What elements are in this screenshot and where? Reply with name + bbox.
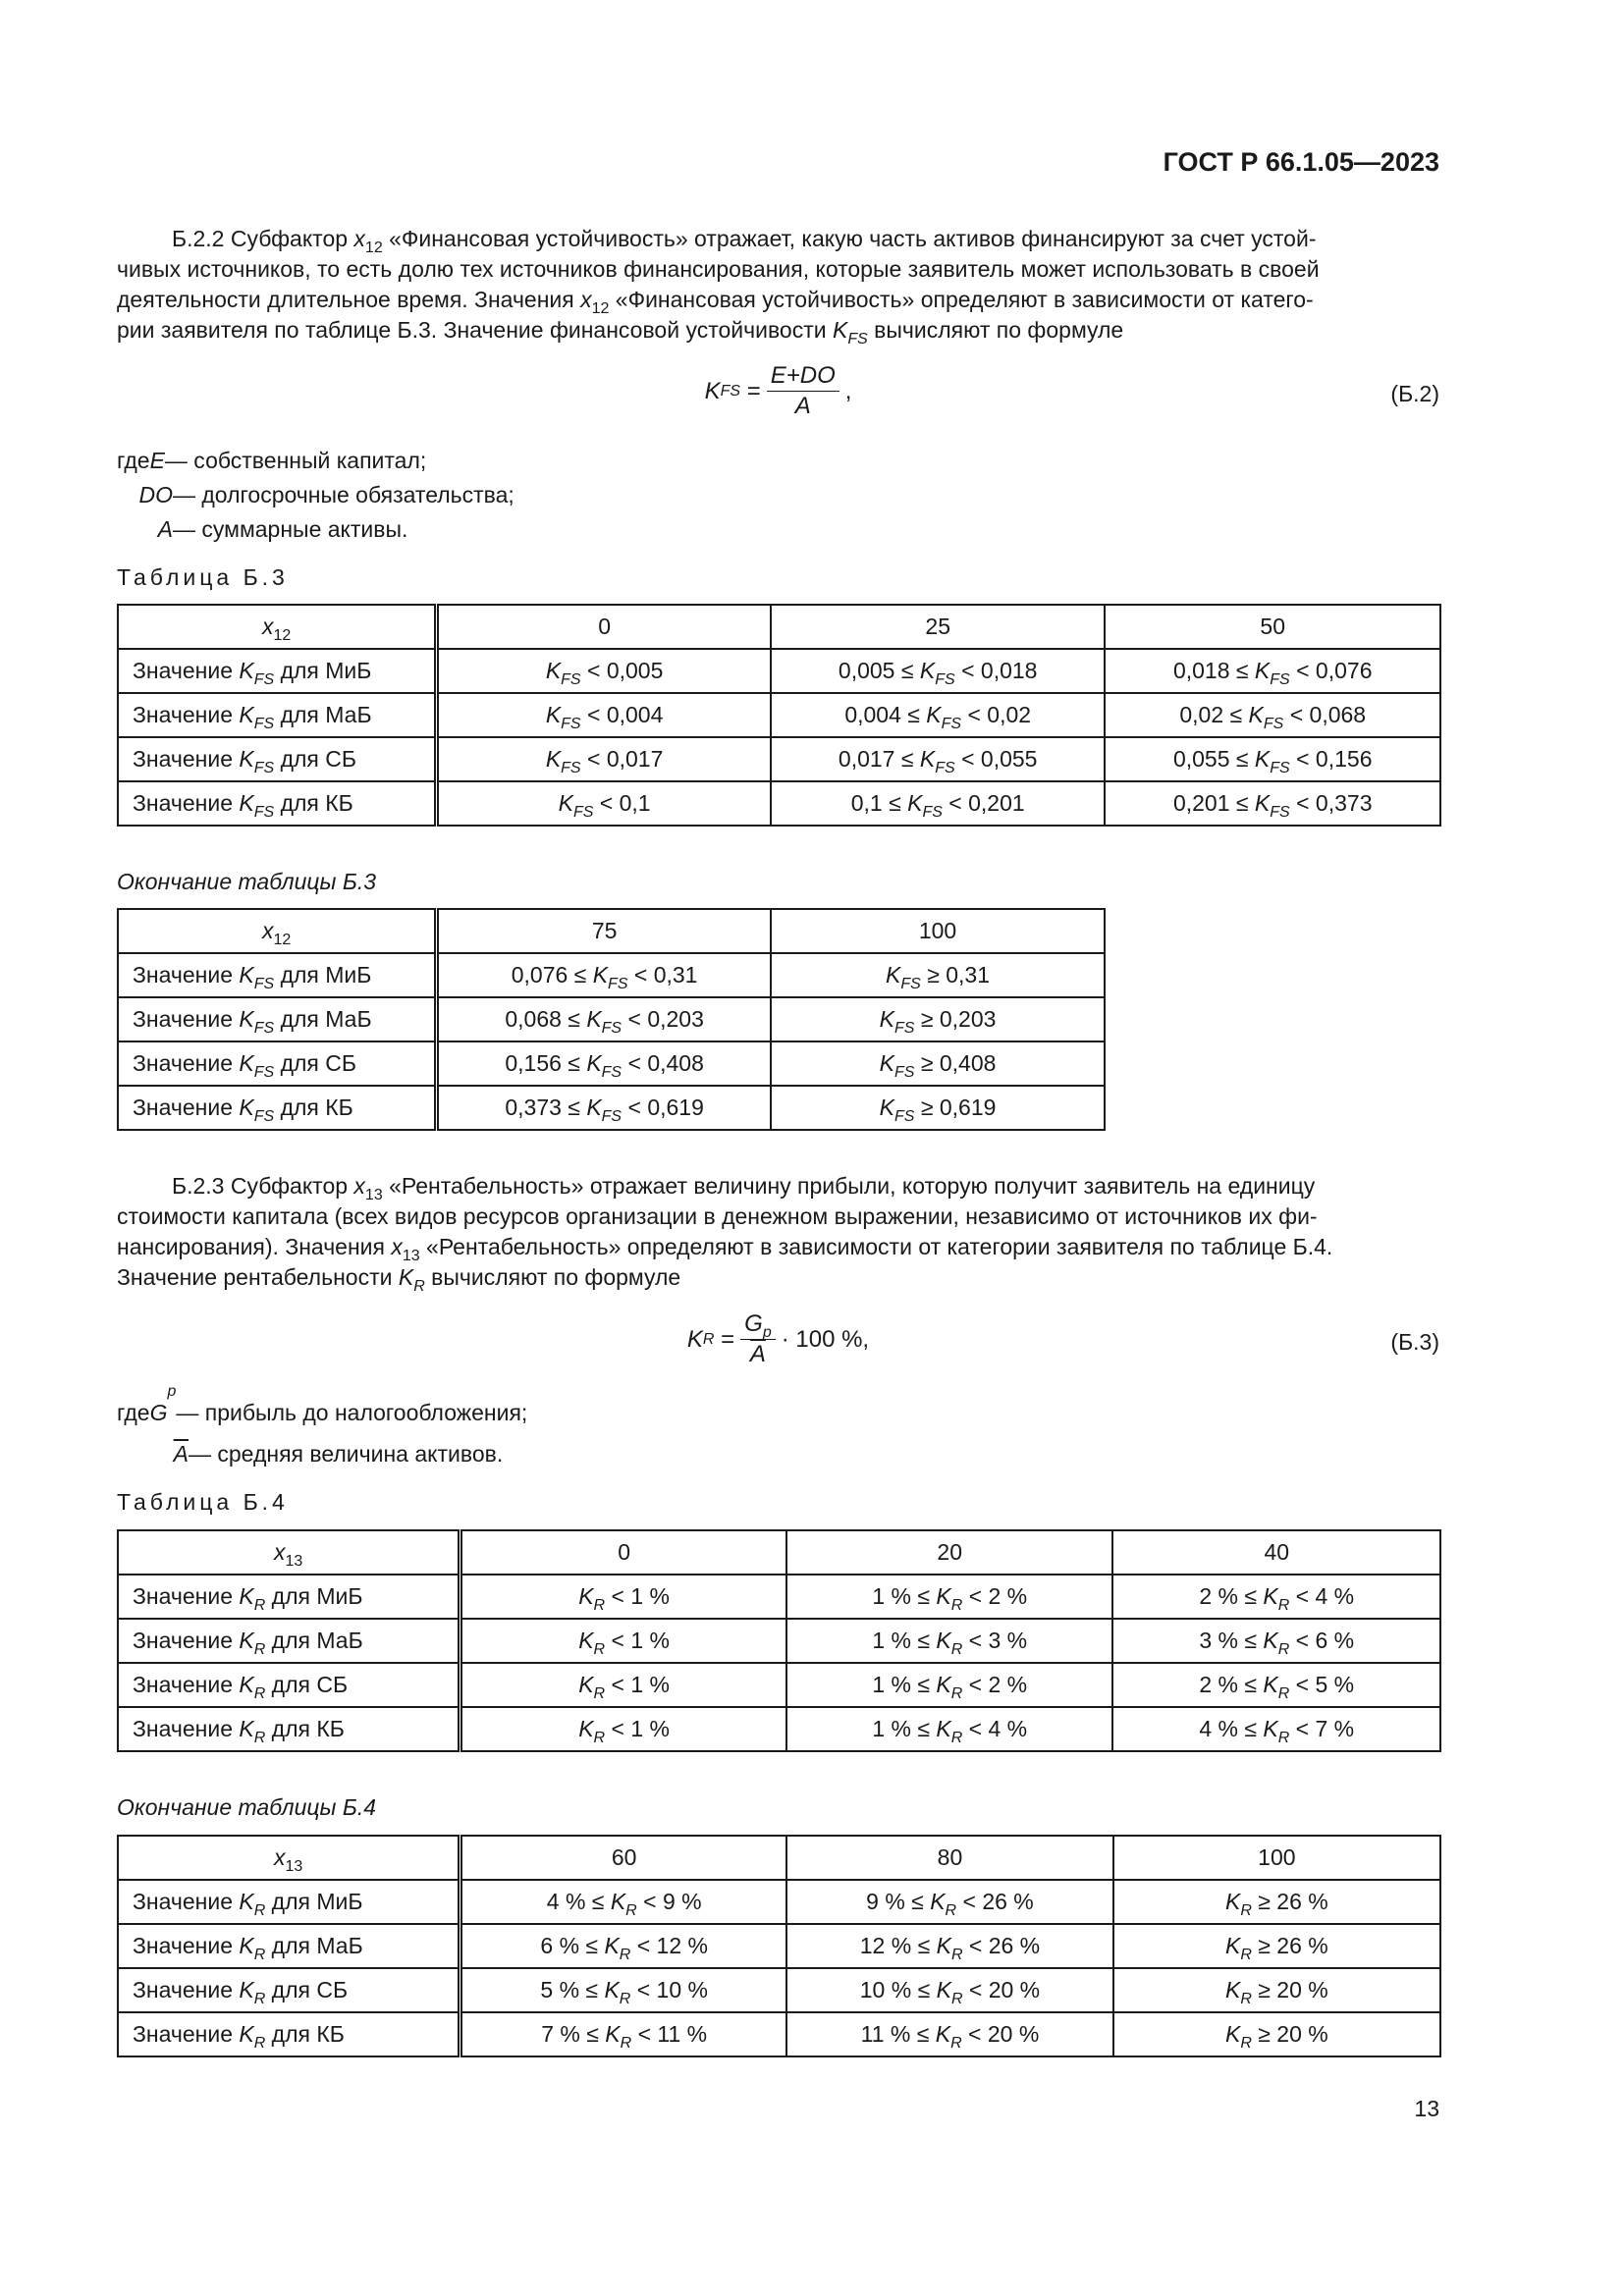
header-cell: $x_{12}$ [118, 909, 437, 953]
table-cell: 1 % ≤ $K_R < 2$ % [786, 1663, 1112, 1707]
table-cell: 10 % ≤ $K_R < 20$ % [786, 1968, 1113, 2012]
where-list-b3: где G p — прибыль до налогообложения; $\overline{A}$ — средняя величина активов. [117, 1383, 528, 1467]
table-cell: $0,076 \le K_{FS} < 0,31$ [437, 953, 771, 997]
table-row [118, 1575, 1440, 1619]
header-cell: 40 [1112, 1530, 1440, 1575]
table-cell: 12 % ≤ $K_R < 26$ % [786, 1924, 1113, 1968]
table-cell: $K_R \ge 26$ % [1113, 1924, 1440, 1968]
table-cell: 9 % ≤ $K_R < 26$ % [786, 1880, 1113, 1924]
table-header-row [118, 1836, 1440, 1880]
where-list-b2: где E — собственный капитал; DO — долгосрочные обязательства; A — суммарные активы. [117, 448, 514, 542]
table-cell: $K_{FS} < 0,005$ [437, 649, 771, 693]
row-label: Значение $K_{FS}$ для СБ [118, 1041, 437, 1086]
header-cell: 0 [460, 1530, 786, 1575]
table-cell: 7 % ≤ $K_R < 11$ % [460, 2012, 787, 2056]
table-row [118, 781, 1440, 826]
document-id: ГОСТ Р 66.1.05—2023 [1163, 147, 1439, 177]
table-b3 [117, 604, 1441, 827]
header-cell: 0 [437, 605, 771, 649]
paragraph-b22: Б.2.2 Субфактор $x_{12}$ «Финансовая устойчивость» отражает, какую часть активов финансируют за счет устой- чивых источников, то есть долю тех источников финансирования, которые заявитель может использовать в своей деятельности длительное время. Значения $x_{12}$ «Финансовая устойчивость» определяют в зависимости от катего- рии заявителя по таблице Б.3. Значение финансовой устойчивости $K_{FS}$ вычисляют по формуле [117, 226, 1320, 347]
header-cell: $x_{13}$ [118, 1530, 460, 1575]
table-b4-end [117, 1835, 1441, 2057]
table-row [118, 1924, 1440, 1968]
header-cell: $x_{13}$ [118, 1836, 460, 1880]
table-cell: 1 % ≤ $K_R < 3$ % [786, 1619, 1112, 1663]
table-cell: $K_{FS} < 0,017$ [437, 737, 771, 781]
table-cell: 2 % ≤ $K_R < 5$ % [1112, 1663, 1440, 1707]
table-cell: 1 % ≤ $K_R < 2$ % [786, 1575, 1112, 1619]
table-cell: 3 % ≤ $K_R < 6$ % [1112, 1619, 1440, 1663]
table-cell: $K_R < 1$ % [460, 1707, 786, 1751]
header-cell: 20 [786, 1530, 1112, 1575]
row-label: Значение $K_{FS}$ для МиБ [118, 953, 437, 997]
table-b4 [117, 1529, 1441, 1752]
row-label: Значение $K_{FS}$ для КБ [118, 1086, 437, 1130]
table-row [118, 649, 1440, 693]
table-cell: 2 % ≤ $K_R < 4$ % [1112, 1575, 1440, 1619]
row-label: Значение $K_R$ для МаБ [118, 1924, 460, 1968]
row-label: Значение $K_R$ для МиБ [118, 1880, 460, 1924]
header-cell: 100 [1113, 1836, 1440, 1880]
formula-b2: K FS = $\frac{E+DO}{A}$ , (Б.2) [704, 362, 1439, 419]
formula-b3: K R = $\frac{G_p}{A}$ · 100 %, (Б.3) [686, 1310, 1439, 1367]
header-cell: 50 [1105, 605, 1440, 649]
row-label: Значение $K_R$ для МиБ [118, 1575, 460, 1619]
table-cell: $0,201 \le K_{FS} < 0,373$ [1105, 781, 1440, 826]
table-header-row [118, 1530, 1440, 1575]
paragraph-b23: Б.2.3 Субфактор $x_{13}$ «Рентабельность» отражает величину прибыли, которую получит заявитель на единицу стоимости капитала (всех видов ресурсов организации в денежном выражении, независимо от источников их фи- нансирования). Значения $x_{13}$ «Рентабельность» определяют в зависимости от категории заявителя по таблице Б.4. Значение рентабельности $K_R$ вычисляют по формуле [117, 1173, 1333, 1295]
table-cell: $K_R \ge 20$ % [1113, 1968, 1440, 2012]
table-cell: $K_R \ge 26$ % [1113, 1880, 1440, 1924]
row-label: Значение $K_{FS}$ для МаБ [118, 693, 437, 737]
header-cell: 80 [786, 1836, 1113, 1880]
row-label: Значение $K_{FS}$ для КБ [118, 781, 437, 826]
table-cell: $K_R < 1$ % [460, 1619, 786, 1663]
table-cell: $K_{FS} \ge 0,619$ [771, 1086, 1105, 1130]
table-cell: $0,156 \le K_{FS} < 0,408$ [437, 1041, 771, 1086]
table-cell: $K_{FS} < 0,1$ [437, 781, 771, 826]
row-label: Значение $K_R$ для СБ [118, 1968, 460, 2012]
table-cell: $0,373 \le K_{FS} < 0,619$ [437, 1086, 771, 1130]
table-cell: $K_R \ge 20$ % [1113, 2012, 1440, 2056]
table-cell: 11 % ≤ $K_R < 20$ % [786, 2012, 1113, 2056]
header-cell: 75 [437, 909, 771, 953]
table-header-row [118, 909, 1105, 953]
table-cell: $0,018 \le K_{FS} < 0,076$ [1105, 649, 1440, 693]
row-label: Значение $K_{FS}$ для МаБ [118, 997, 437, 1041]
table-row [118, 1663, 1440, 1707]
table-cell: $0,068 \le K_{FS} < 0,203$ [437, 997, 771, 1041]
table-row [118, 997, 1105, 1041]
table-cell: $K_{FS} \ge 0,408$ [771, 1041, 1105, 1086]
table-row [118, 1619, 1440, 1663]
table-cell: 6 % ≤ $K_R < 12$ % [460, 1924, 787, 1968]
table-cell: 1 % ≤ $K_R < 4$ % [786, 1707, 1112, 1751]
table-row [118, 737, 1440, 781]
table-row [118, 693, 1440, 737]
table-cell: $K_{FS} < 0,004$ [437, 693, 771, 737]
formula-number: (Б.2) [1390, 381, 1439, 406]
table-cell: $K_R < 1$ % [460, 1663, 786, 1707]
table-row [118, 1086, 1105, 1130]
table-b3-caption: Таблица Б.3 [117, 564, 289, 590]
row-label: Значение $K_R$ для МаБ [118, 1619, 460, 1663]
header-cell: 25 [771, 605, 1106, 649]
table-b3-end-caption: Окончание таблицы Б.3 [117, 869, 377, 894]
table-cell: $K_R < 1$ % [460, 1575, 786, 1619]
header-cell: 60 [460, 1836, 787, 1880]
table-row [118, 1707, 1440, 1751]
table-cell: $0,02 \le K_{FS} < 0,068$ [1105, 693, 1440, 737]
table-header-row [118, 605, 1440, 649]
table-cell: 4 % ≤ $K_R < 7$ % [1112, 1707, 1440, 1751]
formula-number: (Б.3) [1390, 1329, 1439, 1355]
table-b4-end-caption: Окончание таблицы Б.4 [117, 1794, 377, 1820]
table-cell: $0,055 \le K_{FS} < 0,156$ [1105, 737, 1440, 781]
table-cell: $0,1 \le K_{FS} < 0,201$ [771, 781, 1106, 826]
table-row [118, 1880, 1440, 1924]
row-label: Значение $K_R$ для КБ [118, 2012, 460, 2056]
table-cell: $K_{FS} \ge 0,203$ [771, 997, 1105, 1041]
table-row [118, 1041, 1105, 1086]
header-cell: $x_{12}$ [118, 605, 437, 649]
row-label: Значение $K_{FS}$ для СБ [118, 737, 437, 781]
row-label: Значение $K_R$ для СБ [118, 1663, 460, 1707]
table-b4-caption: Таблица Б.4 [117, 1489, 289, 1515]
header-cell: 100 [771, 909, 1105, 953]
row-label: Значение $K_R$ для КБ [118, 1707, 460, 1751]
table-cell: $0,017 \le K_{FS} < 0,055$ [771, 737, 1106, 781]
table-cell: $0,004 \le K_{FS} < 0,02$ [771, 693, 1106, 737]
page-number: 13 [1414, 2096, 1439, 2121]
table-cell: $K_{FS} \ge 0,31$ [771, 953, 1105, 997]
table-cell: $0,005 \le K_{FS} < 0,018$ [771, 649, 1106, 693]
table-row [118, 953, 1105, 997]
row-label: Значение $K_{FS}$ для МиБ [118, 649, 437, 693]
table-b3-end [117, 908, 1106, 1131]
table-cell: 4 % ≤ $K_R < 9$ % [460, 1880, 787, 1924]
table-cell: 5 % ≤ $K_R < 10$ % [460, 1968, 787, 2012]
table-row [118, 1968, 1440, 2012]
table-row [118, 2012, 1440, 2056]
